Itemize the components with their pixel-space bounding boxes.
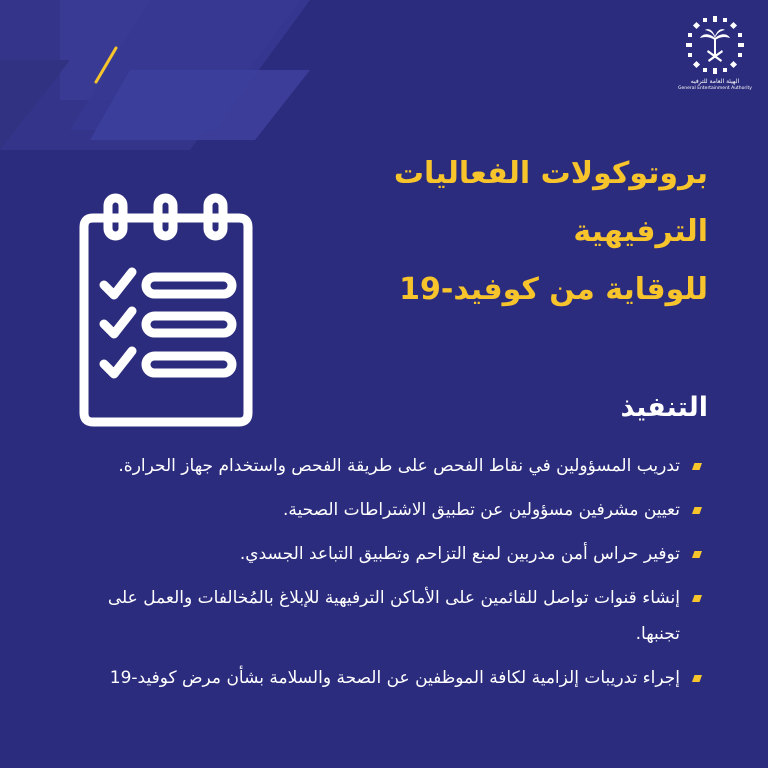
bullet-icon: [692, 507, 702, 514]
list-item-text: تدريب المسؤولين في نقاط الفحص على طريقة الفحص واستخدام جهاز الحرارة.: [118, 456, 680, 476]
gea-logo: [678, 14, 752, 92]
list-item-text: إنشاء قنوات تواصل للقائمين على الأماكن الترفيهية للإبلاغ بالمُخالفات والعمل على تجنبها.: [107, 588, 680, 644]
list-item-text: توفير حراس أمن مدربين لمنع التزاحم وتطبيق التباعد الجسدي.: [239, 544, 680, 564]
list-item-text: إجراء تدريبات إلزامية لكافة الموظفين عن الصحة والسلامة بشأن مرض كوفيد-19: [109, 668, 680, 688]
title-line-1: بروتوكولات الفعاليات الترفيهية: [393, 156, 708, 249]
title-line-2: للوقاية من كوفيد-19: [399, 272, 708, 307]
list-item-text: تعيين مشرفين مسؤولين عن تطبيق الاشتراطات الصحية.: [283, 500, 680, 520]
implementation-list: [106, 448, 706, 704]
logo-name-en: General Entertainment Authority: [678, 86, 752, 91]
checklist-clipboard-icon: [70, 188, 260, 430]
logo-name-ar: الهيئة العامة للترفيه: [690, 78, 740, 85]
list-item: [106, 492, 706, 528]
list-item: [106, 448, 706, 484]
palm-logo-icon: [684, 14, 746, 76]
list-item: [106, 580, 706, 652]
section-heading: التنفيذ: [620, 392, 708, 423]
list-item: [106, 660, 706, 696]
page-title: [288, 145, 708, 319]
bullet-icon: [692, 595, 702, 602]
bullet-icon: [692, 551, 702, 558]
list-item: [106, 536, 706, 572]
bullet-icon: [692, 463, 702, 470]
bullet-icon: [692, 675, 702, 682]
